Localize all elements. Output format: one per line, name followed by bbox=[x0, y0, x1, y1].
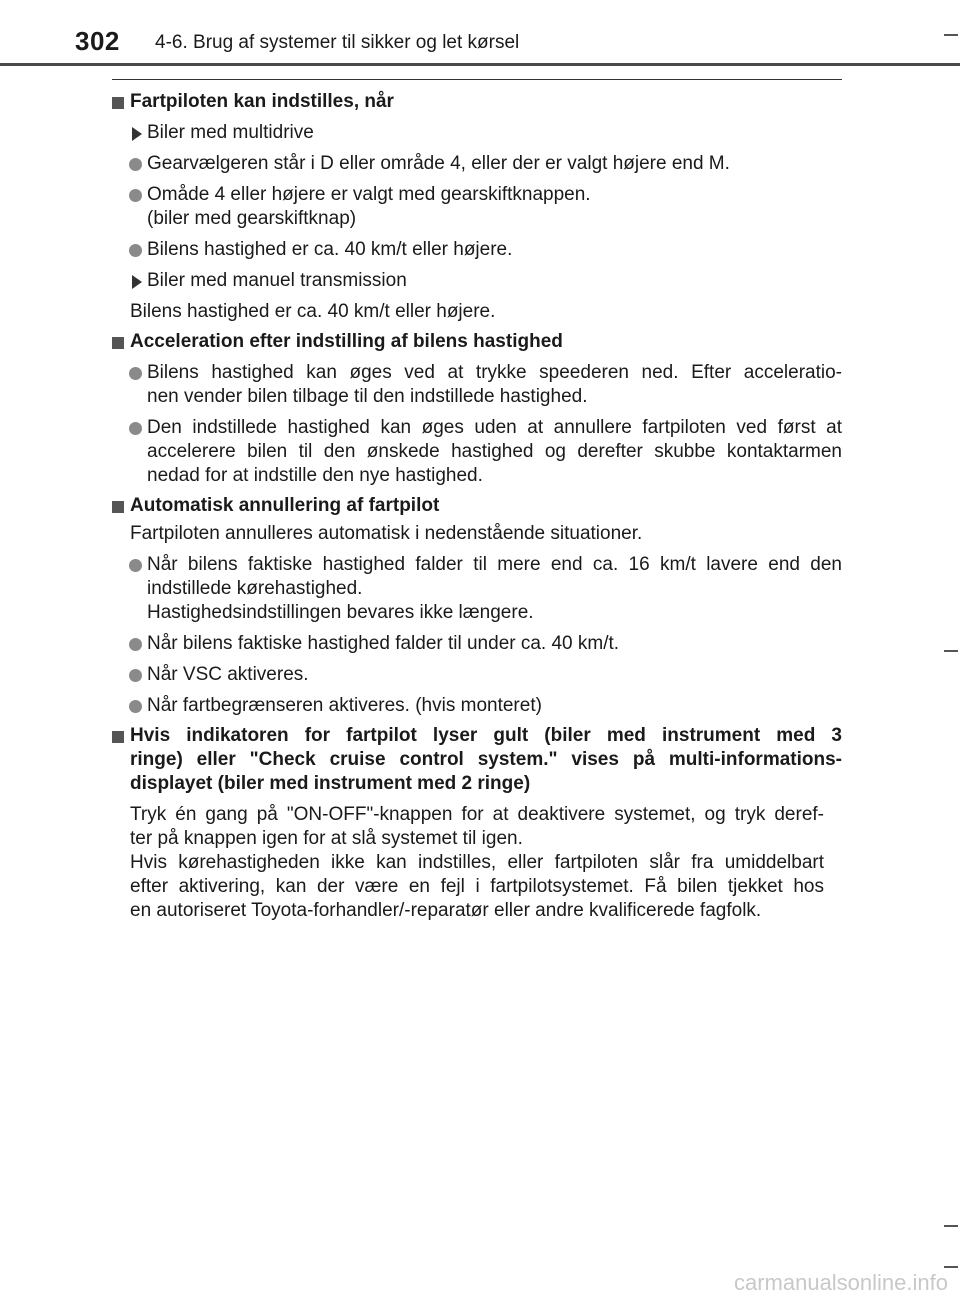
circle-bullet-icon bbox=[129, 700, 142, 713]
bullet-item: Når bilens faktiske hastighed falder til under ca. 40 km/t. bbox=[112, 632, 842, 656]
square-bullet-icon bbox=[112, 97, 124, 109]
circle-bullet-icon bbox=[129, 158, 142, 171]
section-heading: Automatisk annullering af fartpilot bbox=[112, 494, 842, 518]
bullet-item: Den indstillede hastighed kan øges uden at annullere fartpiloten ved først at accelerere bilen til den ønskede hastighed og derefter skubbe kontaktarmen nedad for at indstille den nye hastighed. bbox=[112, 416, 842, 488]
paragraph: Fartpiloten annulleres automatisk i nedenstående situationer. bbox=[130, 523, 643, 544]
margin-mark bbox=[944, 650, 958, 652]
square-bullet-icon bbox=[112, 731, 124, 743]
bullet-item: Når fartbegrænseren aktiveres. (hvis monteret) bbox=[112, 694, 842, 718]
margin-mark bbox=[944, 34, 958, 36]
circle-bullet-icon bbox=[129, 559, 142, 572]
bullet-item: Omåde 4 eller højere er valgt med gearskiftknappen. (biler med gearskiftknap) bbox=[112, 183, 842, 231]
section-heading: Acceleration efter indstilling af bilens hastighed bbox=[112, 330, 842, 354]
circle-bullet-icon bbox=[129, 189, 142, 202]
triangle-bullet-icon bbox=[132, 275, 142, 289]
page-header bbox=[0, 0, 960, 66]
circle-bullet-icon bbox=[129, 669, 142, 682]
header-divider bbox=[0, 63, 960, 66]
margin-mark bbox=[944, 1225, 958, 1227]
section-heading: Hvis indikatoren for fartpilot lyser gult (biler med instrument med 3 ringe) eller "Check cruise control system." vises på multi-informations- displayet (biler med instrument med 2 ringe) bbox=[112, 724, 842, 796]
section-heading: Fartpiloten kan indstilles, når bbox=[112, 90, 842, 114]
sub-heading: Biler med multidrive bbox=[112, 121, 842, 145]
bullet-item: Gearvælgeren står i D eller område 4, eller der er valgt højere end M. bbox=[112, 152, 842, 176]
paragraph: Tryk én gang på "ON-OFF"-knappen for at deaktivere systemet, og tryk deref- ter på knappen igen for at slå systemet til igen. Hvis kørehastigheden ikke kan indstilles, eller fartpiloten slår fra umiddelbart efter aktivering, kan der være en fejl i fartpilotsystemet. Få bilen tjekket hos en autoriseret Toyota-forhandler/-reparatør eller andre kvalificerede fagfolk. bbox=[130, 804, 824, 921]
page-content bbox=[112, 90, 842, 923]
bullet-item: Bilens hastighed er ca. 40 km/t eller højere. bbox=[112, 238, 842, 262]
watermark-url: carmanualsonline.info bbox=[733, 1270, 948, 1295]
square-bullet-icon bbox=[112, 501, 124, 513]
bullet-item: Når bilens faktiske hastighed falder til mere end ca. 16 km/t lavere end den indstillede kørehastighed. Hastighedsindstillingen bevares ikke længere. bbox=[112, 553, 842, 625]
chapter-title: 4-6. Brug af systemer til sikker og let kørsel bbox=[155, 32, 520, 53]
bullet-item: Når VSC aktiveres. bbox=[112, 663, 842, 687]
sub-heading: Biler med manuel transmission bbox=[112, 269, 842, 293]
circle-bullet-icon bbox=[129, 638, 142, 651]
triangle-bullet-icon bbox=[132, 127, 142, 141]
page-number: 302 bbox=[75, 26, 120, 56]
margin-mark bbox=[944, 1266, 958, 1268]
square-bullet-icon bbox=[112, 337, 124, 349]
circle-bullet-icon bbox=[129, 244, 142, 257]
bullet-item: Bilens hastighed kan øges ved at trykke speederen ned. Efter acceleratio- nen vender bilen tilbage til den indstillede hastighed. bbox=[112, 361, 842, 409]
content-top-rule bbox=[112, 79, 842, 80]
paragraph: Bilens hastighed er ca. 40 km/t eller højere. bbox=[130, 301, 496, 322]
circle-bullet-icon bbox=[129, 367, 142, 380]
circle-bullet-icon bbox=[129, 422, 142, 435]
